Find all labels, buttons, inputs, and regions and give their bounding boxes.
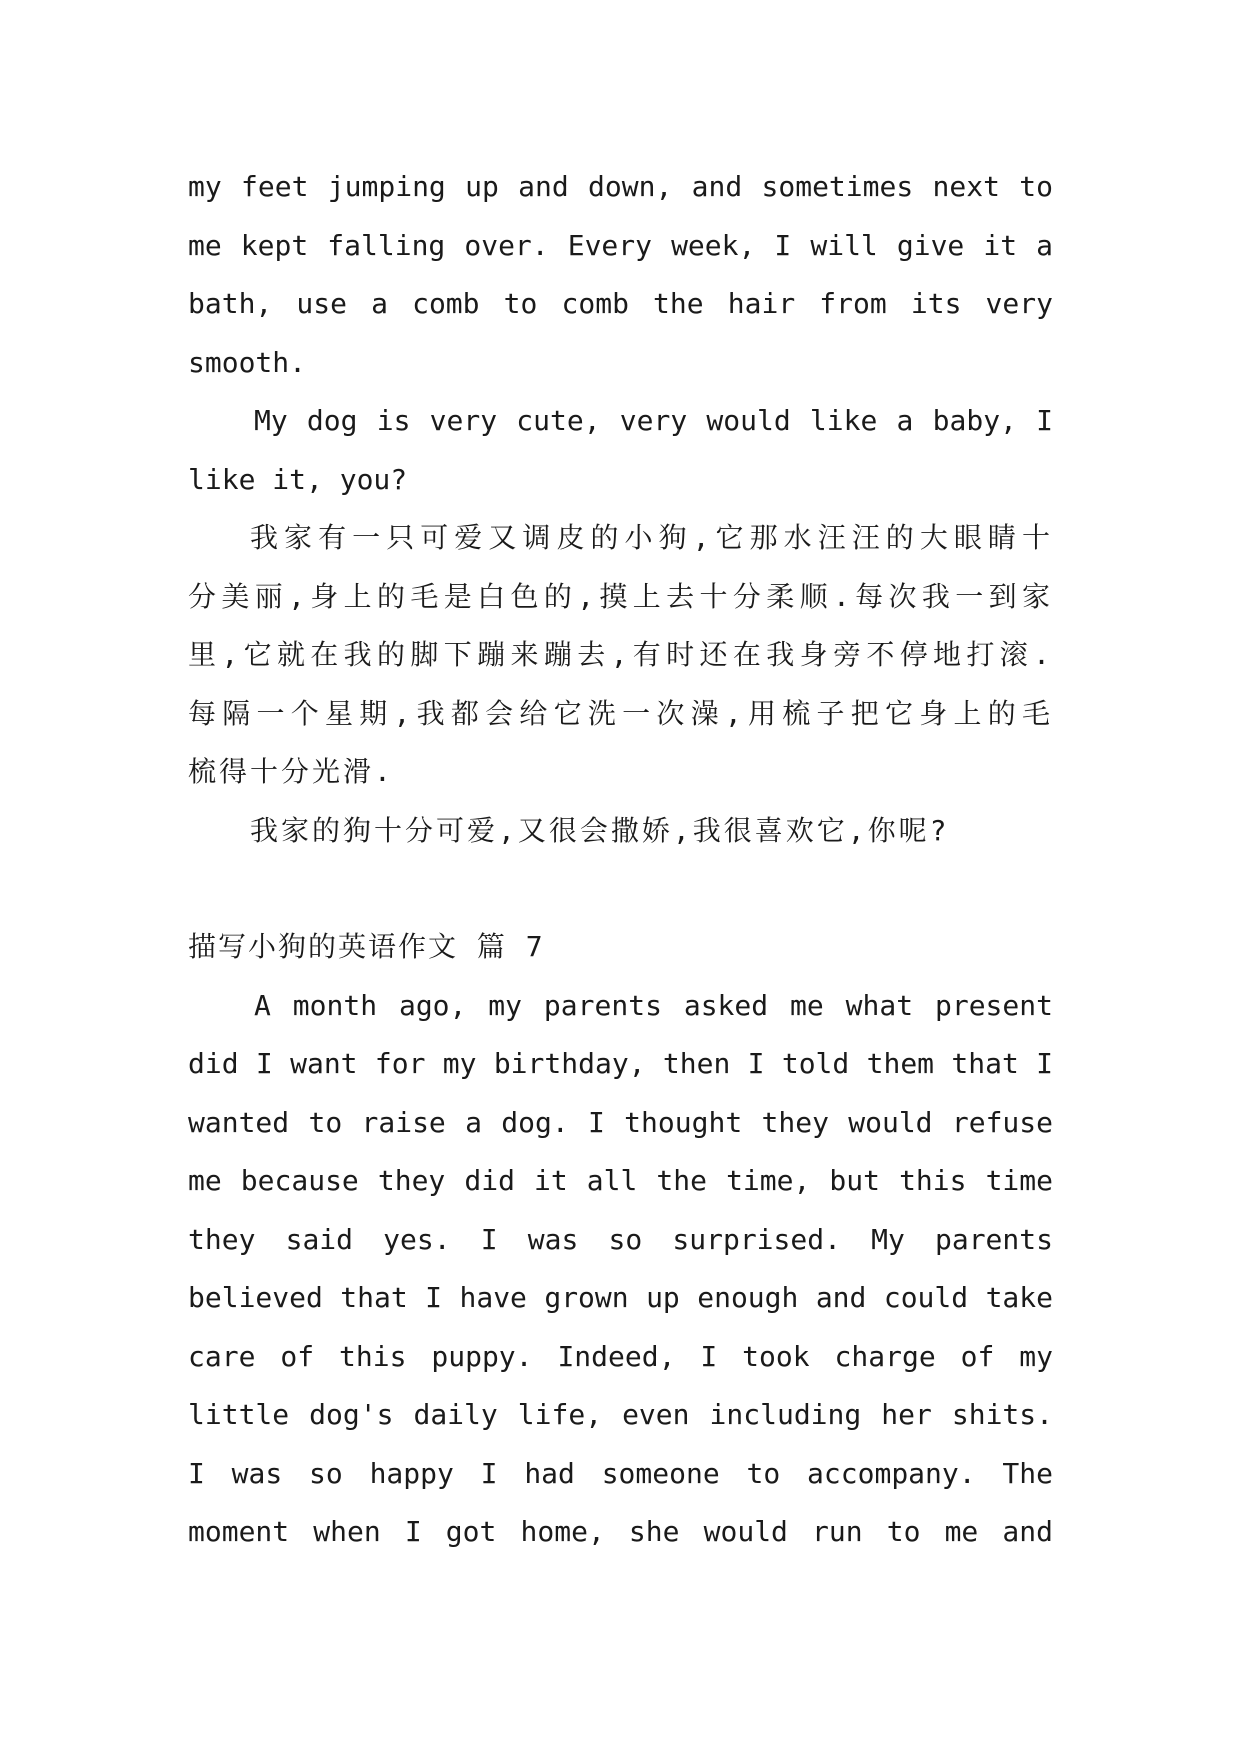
paragraph-english-3 xyxy=(188,977,1053,1562)
text-line: I was so happy I had someone to accompany. The xyxy=(188,1456,1053,1490)
text-line: 里,它就在我的脚下蹦来蹦去,有时还在我身旁不停地打滚. xyxy=(188,638,1053,671)
paragraph-english-1 xyxy=(188,158,1053,392)
text-line: did I want for my birthday, then I told them that I xyxy=(188,1047,1053,1080)
paragraph-english-2 xyxy=(188,392,1053,509)
document-page xyxy=(188,158,1053,1562)
text-line: A month ago, my parents asked me what present xyxy=(254,988,1053,1022)
text-line: smooth. xyxy=(188,345,307,379)
text-line: 我家有一只可爱又调皮的小狗,它那水汪汪的大眼睛十 xyxy=(250,521,1053,554)
text-line: wanted to raise a dog. I thought they would refuse xyxy=(188,1105,1053,1139)
section-gap xyxy=(188,860,1053,918)
text-line: 每隔一个星期,我都会给它洗一次澡,用梳子把它身上的毛 xyxy=(188,696,1053,730)
paragraph-chinese-2 xyxy=(188,802,1053,861)
text-line: like it, you? xyxy=(188,462,408,496)
text-line: moment when I got home, she would run to me and xyxy=(188,1515,1053,1548)
text-line: bath, use a comb to comb the hair from its very xyxy=(188,287,1053,320)
text-line: little dog's daily life, even including her shits. xyxy=(188,1398,1053,1431)
text-line: 我家的狗十分可爱,又很会撒娇,我很喜欢它,你呢? xyxy=(250,813,950,847)
text-line: 分美丽,身上的毛是白色的,摸上去十分柔顺.每次我一到家 xyxy=(188,579,1053,613)
text-line: 梳得十分光滑. xyxy=(188,755,394,788)
text-line: they said yes. I was so surprised. My parents xyxy=(188,1222,1053,1256)
text-line: me because they did it all the time, but this time xyxy=(188,1164,1053,1197)
text-line: My dog is very cute, very would like a baby, I xyxy=(254,404,1053,437)
text-line: believed that I have grown up enough and could take xyxy=(188,1281,1053,1314)
paragraph-chinese-1 xyxy=(188,509,1053,802)
text-line: my feet jumping up and down, and sometimes next to xyxy=(188,170,1053,203)
text-line: care of this puppy. Indeed, I took charge of my xyxy=(188,1339,1053,1373)
section-heading: 描写小狗的英语作文 篇 7 xyxy=(188,930,545,963)
text-line: me kept falling over. Every week, I will give it a xyxy=(188,228,1053,262)
